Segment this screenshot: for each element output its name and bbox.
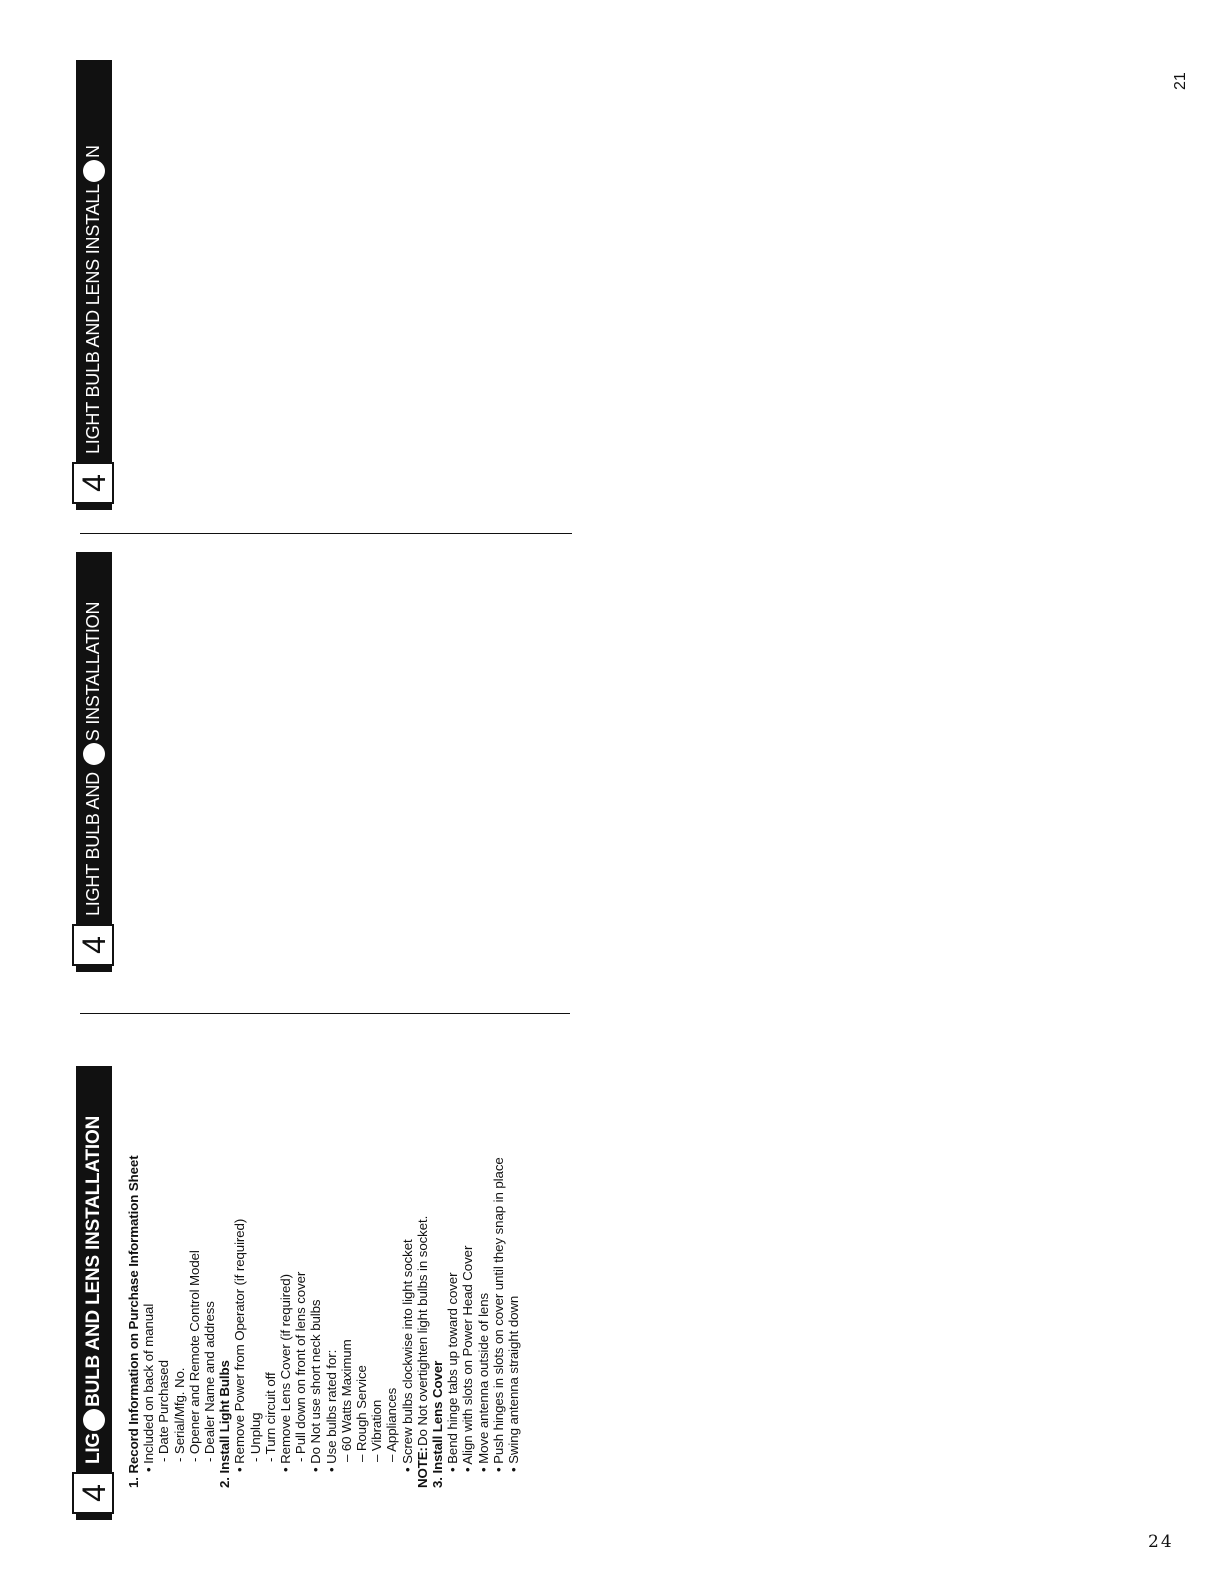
bullet: • Use bulbs rated for:	[323, 1349, 339, 1472]
step-2-heading: 2. Install Light Bulbs	[217, 1360, 233, 1488]
section-header-3	[76, 60, 112, 510]
ink-blot	[83, 160, 105, 182]
section-number-box: 4	[72, 1472, 114, 1514]
instructions	[126, 1155, 521, 1488]
sub-item: - Date Purchased	[156, 1360, 172, 1462]
sub-item: - Turn circuit off	[262, 1372, 278, 1462]
ink-blot	[83, 743, 105, 765]
step-1-heading: 1. Record Information on Purchase Information Sheet	[126, 1155, 141, 1488]
sub-item: – 60 Watts Maximum	[338, 1339, 354, 1462]
sub-item: – Vibration	[369, 1399, 385, 1462]
section-number-box: 4	[72, 924, 114, 966]
section-title: LIGBULB AND LENS INSTALLATION	[83, 1115, 104, 1464]
sub-item: - Opener and Remote Control Model	[186, 1250, 202, 1462]
page-number-rotated: 21	[1172, 72, 1189, 90]
bullet: • Align with slots on Power Head Cover	[460, 1245, 476, 1472]
bullet: • Move antenna outside of lens	[475, 1292, 491, 1472]
bullet: • Push hinges in slots on cover until they snap in place	[490, 1157, 506, 1472]
ink-blot	[83, 1409, 105, 1431]
section-header-1	[76, 1066, 112, 1520]
sub-item: - Serial/Mfg. No.	[171, 1367, 187, 1462]
bullet: • Do Not use short neck bulbs	[308, 1299, 324, 1472]
sub-item: - Pull down on front of lens cover	[293, 1271, 309, 1462]
sub-item: – Appliances	[384, 1387, 400, 1462]
page-number-bottom: 24	[1148, 1532, 1174, 1552]
step-3-heading: 3. Install Lens Cover	[430, 1360, 446, 1488]
sub-item: - Unplug	[247, 1412, 263, 1462]
bullet: • Screw bulbs clockwise into light socket	[399, 1239, 415, 1472]
section-title: LIGHT BULB AND LENS INSTALLN	[83, 145, 105, 462]
section-divider	[80, 533, 572, 534]
bullet: • Bend hinge tabs up toward cover	[445, 1272, 461, 1472]
section-header-2	[76, 552, 112, 972]
bullet: • Swing antenna straight down	[506, 1295, 522, 1472]
sub-item: - Dealer Name and address	[202, 1301, 218, 1462]
bullet: • Included on back of manual	[141, 1303, 157, 1472]
section-number-box: 4	[72, 462, 114, 504]
note-text: Do Not overtighten light bulbs in socket.	[414, 1215, 430, 1446]
section-divider	[80, 1013, 570, 1014]
note-label: NOTE:	[414, 1447, 430, 1488]
section-title: LIGHT BULB AND S INSTALLATION	[83, 602, 105, 924]
bullet: • Remove Lens Cover (if required)	[278, 1274, 294, 1472]
bullet: • Remove Power from Operator (if required)	[232, 1218, 248, 1472]
note	[415, 1155, 430, 1488]
sub-item: – Rough Service	[354, 1365, 370, 1462]
